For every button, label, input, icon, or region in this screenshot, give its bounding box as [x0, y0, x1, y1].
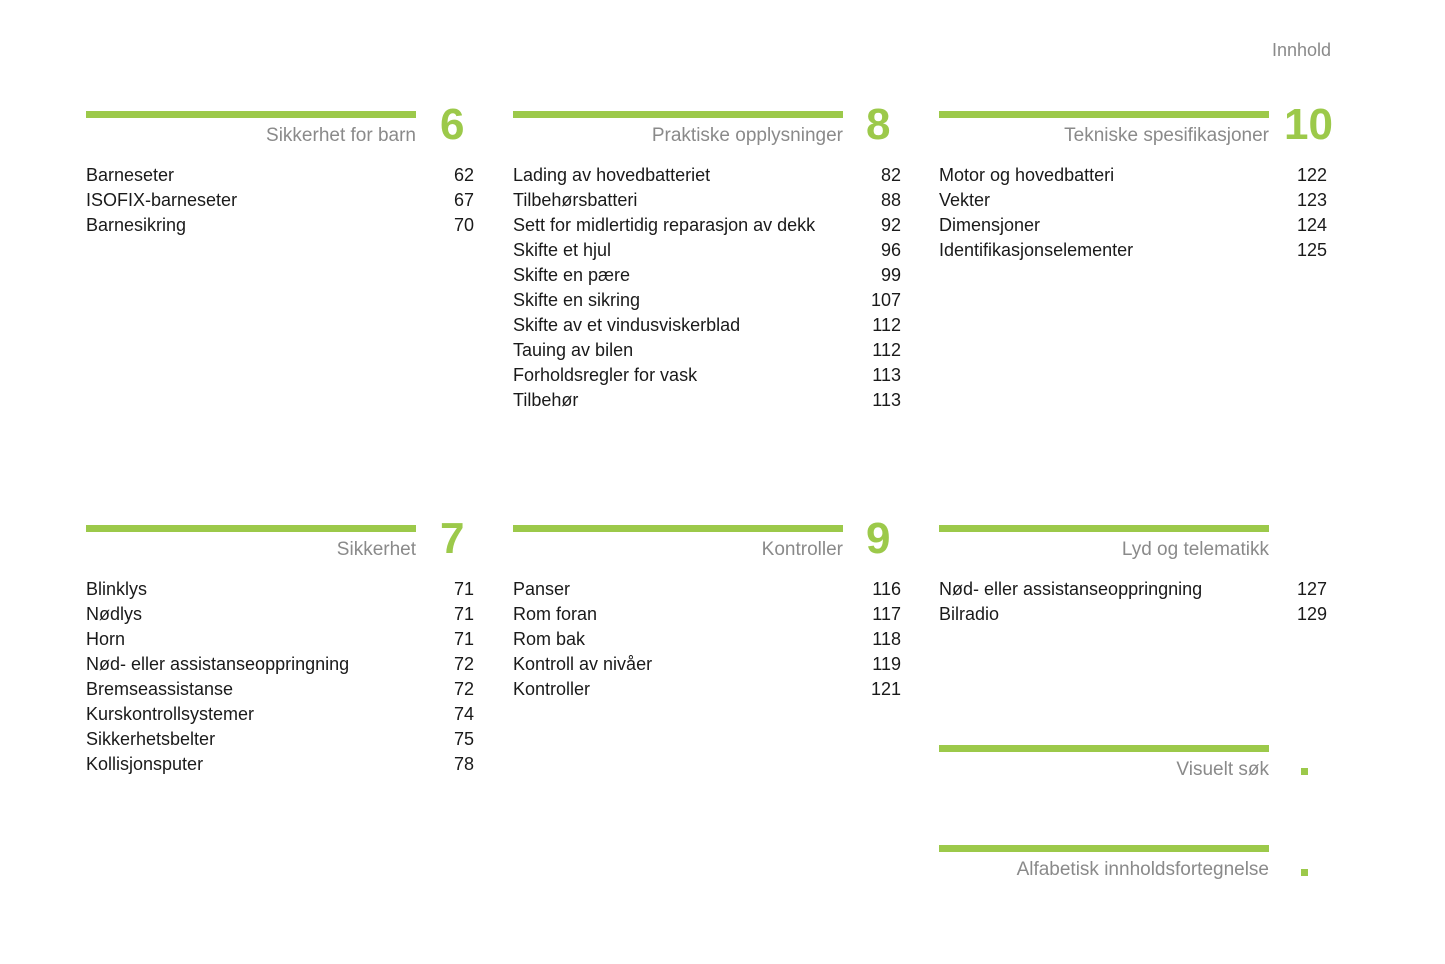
entry-label: Tilbehørsbatteri: [513, 190, 638, 210]
entry-page: 125: [1296, 240, 1327, 260]
entry-page: 121: [870, 679, 901, 699]
entry-label: Blinklys: [86, 579, 148, 599]
square-marker-icon: [1301, 869, 1308, 876]
section-title[interactable]: Visuelt søk: [1176, 759, 1269, 780]
entry-page: 71: [453, 629, 474, 649]
toc-entry[interactable]: [513, 338, 901, 363]
toc-entry[interactable]: [513, 627, 901, 652]
entry-page: 96: [880, 240, 901, 260]
section-bar: [86, 525, 416, 532]
toc-entry[interactable]: [939, 188, 1327, 213]
toc-entry[interactable]: [86, 652, 474, 677]
toc-entry[interactable]: [513, 213, 901, 238]
entry-page: 112: [872, 340, 901, 360]
section-number: 7: [440, 514, 465, 563]
toc-entry[interactable]: [513, 263, 901, 288]
toc-entry[interactable]: [513, 163, 901, 188]
entry-label: Kontroller: [513, 679, 591, 699]
entry-label: Skifte en sikring: [513, 290, 641, 310]
entry-label: Vekter: [939, 190, 991, 210]
entry-page: 99: [880, 265, 901, 285]
toc-entry[interactable]: [513, 388, 901, 413]
toc-entry[interactable]: [86, 677, 474, 702]
toc-entry[interactable]: [86, 627, 474, 652]
entry-list: [513, 163, 901, 413]
entry-list: [86, 577, 474, 777]
toc-entry[interactable]: [513, 363, 901, 388]
entry-page: 72: [453, 654, 474, 674]
entry-label: Bilradio: [939, 604, 1000, 624]
section-bar: [939, 845, 1269, 852]
toc-entry[interactable]: [513, 602, 901, 627]
toc-entry[interactable]: [86, 213, 474, 238]
toc-entry[interactable]: [939, 163, 1327, 188]
section-title[interactable]: Sikkerhet for barn: [266, 125, 416, 146]
entry-page: 107: [870, 290, 901, 310]
toc-entry[interactable]: [86, 577, 474, 602]
entry-page: 112: [872, 315, 901, 335]
entry-label: Forholdsregler for vask: [513, 365, 698, 385]
entry-page: 117: [872, 604, 901, 624]
entry-page: 75: [453, 729, 474, 749]
toc-entry[interactable]: [513, 288, 901, 313]
section-bar: [86, 111, 416, 118]
toc-entry[interactable]: [939, 238, 1327, 263]
section-bar: [939, 111, 1269, 118]
section-title[interactable]: Lyd og telematikk: [1121, 539, 1269, 560]
section-bar: [513, 525, 843, 532]
section-number: 6: [440, 100, 465, 149]
toc-entry[interactable]: [86, 727, 474, 752]
entry-label: Panser: [513, 579, 571, 599]
entry-label: Nød- eller assistanseoppringning: [939, 579, 1203, 599]
entry-label: Lading av hovedbatteriet: [513, 165, 711, 185]
entry-list: [939, 163, 1327, 263]
entry-page: 62: [453, 165, 474, 185]
entry-label: Kontroll av nivåer: [513, 654, 653, 674]
toc-entry[interactable]: [513, 313, 901, 338]
entry-label: Barnesikring: [86, 215, 187, 235]
toc-entry[interactable]: [939, 602, 1327, 627]
entry-page: 74: [453, 704, 474, 724]
section-title[interactable]: Tekniske spesifikasjoner: [1064, 125, 1269, 146]
entry-label: Rom foran: [513, 604, 598, 624]
entry-label: Dimensjoner: [939, 215, 1041, 235]
toc-entry[interactable]: [86, 702, 474, 727]
entry-page: 116: [872, 579, 901, 599]
entry-label: Kollisjonsputer: [86, 754, 204, 774]
entry-label: Sikkerhetsbelter: [86, 729, 216, 749]
entry-page: 78: [453, 754, 474, 774]
entry-label: Skifte en pære: [513, 265, 631, 285]
entry-page: 92: [880, 215, 901, 235]
entry-label: Barneseter: [86, 165, 175, 185]
entry-label: Skifte av et vindusviskerblad: [513, 315, 741, 335]
entry-page: 113: [872, 365, 901, 385]
toc-entry[interactable]: [86, 602, 474, 627]
entry-label: Nød- eller assistanseoppringning: [86, 654, 350, 674]
entry-page: 72: [453, 679, 474, 699]
entry-list: [86, 163, 474, 238]
entry-page: 123: [1296, 190, 1327, 210]
entry-page: 70: [453, 215, 474, 235]
entry-page: 113: [872, 390, 901, 410]
toc-entry[interactable]: [86, 188, 474, 213]
toc-entry[interactable]: [86, 163, 474, 188]
entry-page: 129: [1296, 604, 1327, 624]
entry-list: [939, 577, 1327, 627]
section-bar: [939, 745, 1269, 752]
section-bar: [939, 525, 1269, 532]
entry-label: Horn: [86, 629, 126, 649]
entry-label: Nødlys: [86, 604, 143, 624]
entry-page: 82: [880, 165, 901, 185]
toc-entry[interactable]: [513, 188, 901, 213]
toc-entry[interactable]: [939, 213, 1327, 238]
entry-page: 119: [872, 654, 901, 674]
section-number: 8: [866, 100, 891, 149]
entry-label: Identifikasjonselementer: [939, 240, 1134, 260]
entry-page: 118: [872, 629, 901, 649]
section-number: 10: [1284, 100, 1333, 149]
entry-label: Tauing av bilen: [513, 340, 634, 360]
square-marker-icon: [1301, 768, 1308, 775]
entry-page: 124: [1296, 215, 1327, 235]
toc-entry[interactable]: [939, 577, 1327, 602]
toc-entry[interactable]: [86, 752, 474, 777]
section-title[interactable]: Sikkerhet: [336, 539, 416, 560]
page-header-title: Innhold: [1271, 40, 1331, 60]
entry-page: 127: [1296, 579, 1327, 599]
entry-label: Kurskontrollsystemer: [86, 704, 255, 724]
entry-page: 122: [1296, 165, 1327, 185]
section-title[interactable]: Alfabetisk innholdsfortegnelse: [1016, 859, 1269, 880]
section-number: 9: [866, 514, 891, 563]
entry-list: [513, 577, 901, 702]
entry-page: 67: [453, 190, 474, 210]
entry-label: Skifte et hjul: [513, 240, 612, 260]
toc-entry[interactable]: [513, 577, 901, 602]
entry-label: ISOFIX-barneseter: [86, 190, 238, 210]
section-bar: [513, 111, 843, 118]
entry-label: Sett for midlertidig reparasjon av dekk: [513, 215, 816, 235]
entry-label: Bremseassistanse: [86, 679, 234, 699]
entry-label: Motor og hovedbatteri: [939, 165, 1115, 185]
entry-page: 71: [453, 579, 474, 599]
toc-entry[interactable]: [513, 238, 901, 263]
section-title[interactable]: Kontroller: [761, 539, 843, 560]
entry-page: 88: [880, 190, 901, 210]
entry-label: Rom bak: [513, 629, 586, 649]
entry-page: 71: [453, 604, 474, 624]
toc-entry[interactable]: [513, 677, 901, 702]
section-title[interactable]: Praktiske opplysninger: [651, 125, 843, 146]
toc-entry[interactable]: [513, 652, 901, 677]
entry-label: Tilbehør: [513, 390, 579, 410]
